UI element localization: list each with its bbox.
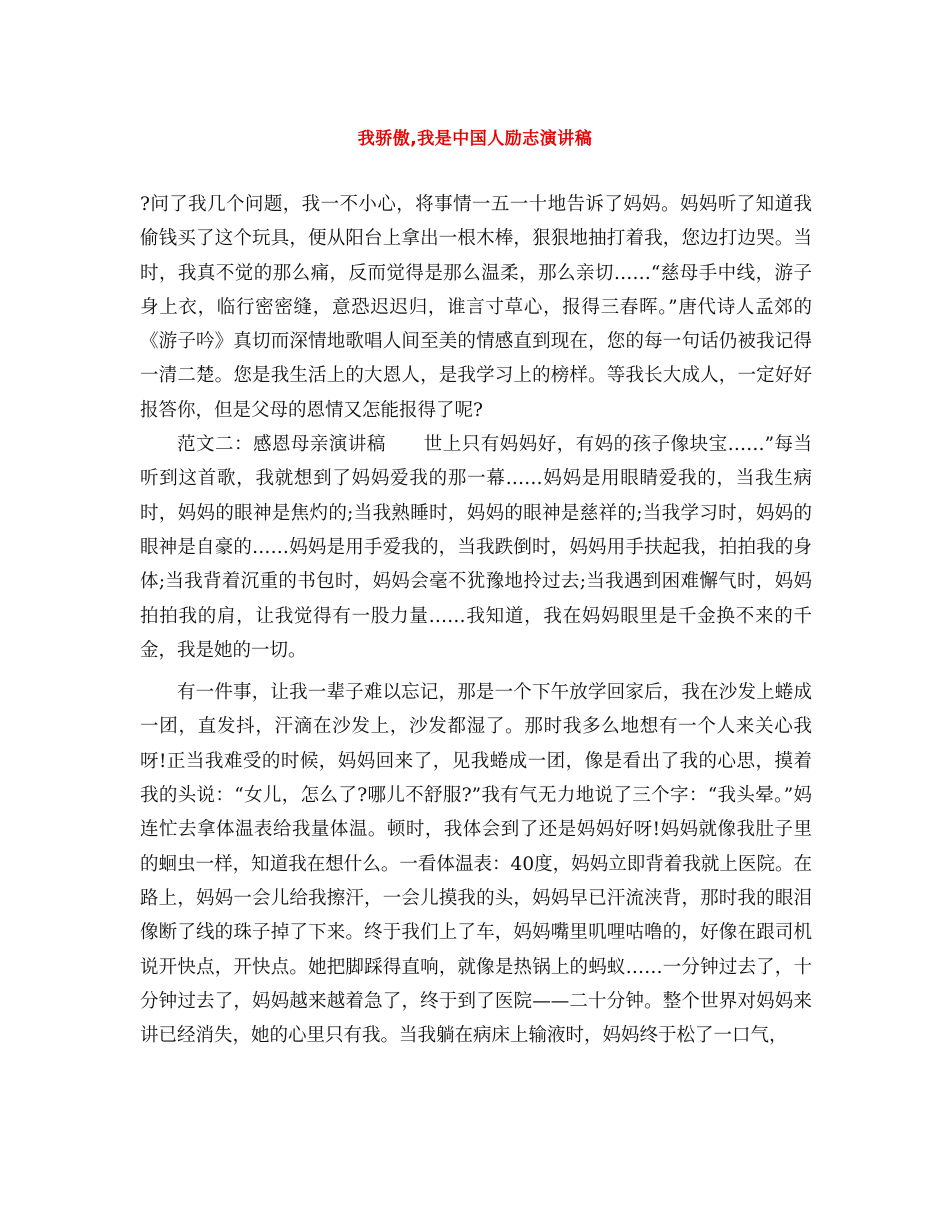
document-title: 我骄傲,我是中国人励志演讲稿 (357, 129, 593, 149)
paragraph-3: 有一件事，让我一辈子难以忘记，那是一个下午放学回家后，我在沙发上蜷成一团，直发抖，汗滴在沙发上，沙发都湿了。那时我多么地想有一个人来关心我呀!正当我难受的时候，妈妈回来了，见我蜷成一团，像是看出了我的心思，摸着我的头说：“女儿，怎么了?哪儿不舒服?”我有气无力地说了三个字：“我头晕。”妈连忙去拿体温表给我量体温。顿时，我体会到了还是妈妈好呀!妈妈就像我肚子里的蛔虫一样，知道我在想什么。一看体温表：40度，妈妈立即背着我就上医院。在路上，妈妈一会儿给我擦汗，一会儿摸我的头，妈妈早已汗流浃背，那时我的眼泪像断了线的珠子掉了下来。终于我们上了车，妈妈嘴里叽哩咕噜的，好像在跟司机说开快点，开快点。她把脚踩得直响，就像是热锅上的蚂蚁……一分钟过去了，十分钟过去了，妈妈越来越着急了，终于到了医院——二十分钟。整个世界对妈妈来讲已经消失，她的心里只有我。当我躺在病床上输液时，妈妈终于松了一口气， (140, 682, 813, 1047)
document-body (140, 188, 812, 1053)
paragraph-1: ?问了我几个问题，我一不小心，将事情一五一十地告诉了妈妈。妈妈听了知道我偷钱买了这个玩具，便从阳台上拿出一根木棒，狠狠地抽打着我，您边打边哭。当时，我真不觉的那么痛，反而觉得是那么温柔，那么亲切……“慈母手中线，游子身上衣，临行密密缝，意恐迟迟归，谁言寸草心，报得三春晖。”唐代诗人孟郊的《游子吟》真切而深情地歌唱人间至美的情感直到现在，您的每一句话仍被我记得一清二楚。您是我生活上的大恩人，是我学习上的榜样。等我长大成人，一定好好报答你，但是父母的恩情又怎能报得了呢? (140, 194, 812, 421)
paragraph-2: 范文二：感恩母亲演讲稿 世上只有妈妈好，有妈的孩子像块宝……”每当听到这首歌，我就想到了妈妈爱我的那一幕……妈妈是用眼睛爱我的，当我生病时，妈妈的眼神是焦灼的;当我熟睡时，妈妈的眼神是慈祥的;当我学习时，妈妈的眼神是自豪的……妈妈是用手爱我的，当我跌倒时，妈妈用手扶起我，拍拍我的身体;当我背着沉重的书包时，妈妈会毫不犹豫地拎过去;当我遇到困难懈气时，妈妈拍拍我的肩，让我觉得有一股力量……我知道，我在妈妈眼里是千金换不来的千金，我是她的一切。 (140, 434, 812, 661)
